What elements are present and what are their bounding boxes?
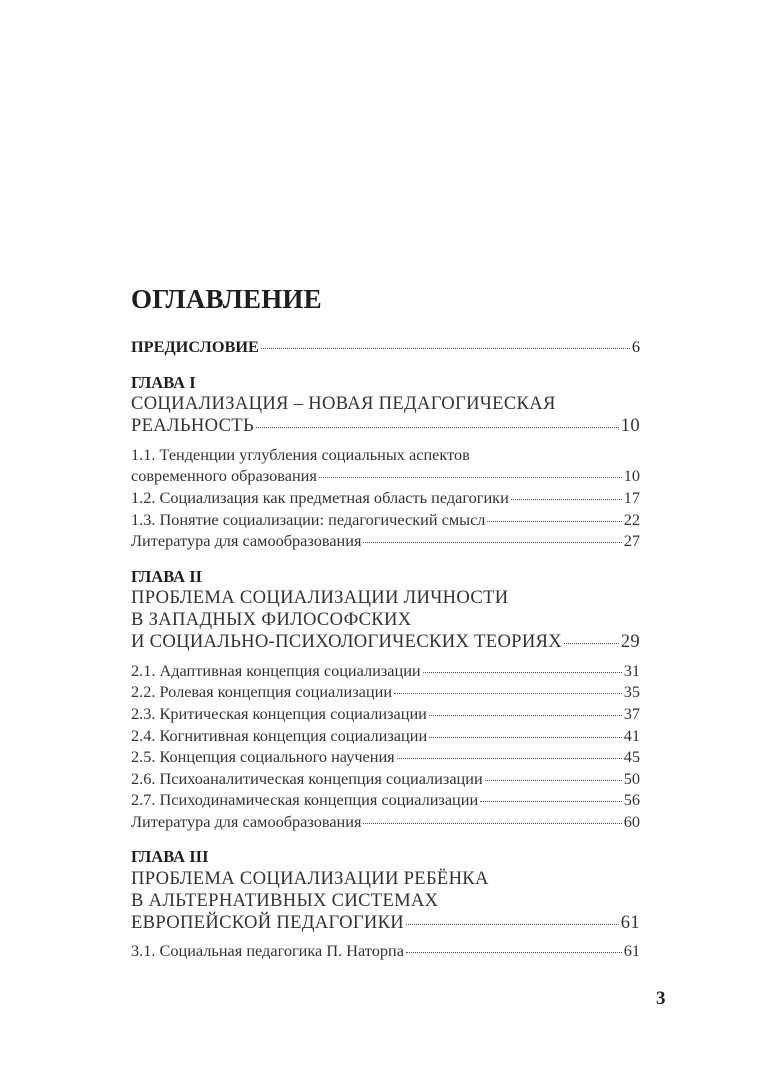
toc-section-title: Литература для самообразования xyxy=(131,811,362,831)
toc-entry-section[interactable] xyxy=(131,465,640,487)
chapter-title-line: РЕАЛЬНОСТЬ xyxy=(131,414,254,436)
toc-entry-literature[interactable] xyxy=(131,530,640,552)
toc-entry-section[interactable] xyxy=(131,725,640,747)
page-title: ОГЛАВЛЕНИЕ xyxy=(131,284,322,314)
leader-dots xyxy=(319,477,622,478)
toc-entry-chapter-2[interactable] xyxy=(131,631,640,653)
leader-dots xyxy=(564,643,619,644)
toc-page-number: 22 xyxy=(623,509,640,529)
chapter-label: ГЛАВА II xyxy=(131,566,203,586)
toc-section-title: 2.6. Психоаналитическая концепция социализации xyxy=(131,768,483,788)
leader-dots xyxy=(480,801,622,802)
toc-page-number: 56 xyxy=(623,790,640,810)
toc-entry-label: ПРЕДИСЛОВИЕ xyxy=(131,337,259,356)
chapter-title-line[interactable]: ПРОБЛЕМА СОЦИАЛИЗАЦИИ ЛИЧНОСТИ xyxy=(131,587,509,609)
toc-page-number: 37 xyxy=(623,703,640,723)
toc-page-number: 10 xyxy=(623,466,640,486)
toc-entry-section[interactable] xyxy=(131,660,640,682)
leader-dots xyxy=(363,542,621,543)
toc-page-number: 27 xyxy=(623,531,640,551)
chapter-label: ГЛАВА I xyxy=(131,372,196,392)
toc-section-title: 1.3. Понятие социализации: педагогический смысл xyxy=(131,509,486,529)
chapter-title-line: И СОЦИАЛЬНО-ПСИХОЛОГИЧЕСКИХ ТЕОРИЯХ xyxy=(131,630,562,652)
toc-entry-section[interactable] xyxy=(131,789,640,811)
toc-entry-section[interactable] xyxy=(131,509,640,531)
leader-dots xyxy=(261,348,630,349)
page-number: 3 xyxy=(656,988,666,1009)
toc-entry-chapter-3[interactable] xyxy=(131,912,640,934)
leader-dots xyxy=(423,672,622,673)
toc-page-number: 29 xyxy=(620,630,640,652)
toc-chapter-2 xyxy=(131,566,640,833)
toc-section-line: современного образования xyxy=(131,466,317,486)
toc-section-title: 2.7. Психодинамическая концепция социализации xyxy=(131,790,479,810)
leader-dots xyxy=(394,693,622,694)
chapter-title-line[interactable]: СОЦИАЛИЗАЦИЯ – НОВАЯ ПЕДАГОГИЧЕСКАЯ xyxy=(131,393,556,415)
toc-entry-section[interactable] xyxy=(131,940,640,962)
toc-page-number: 35 xyxy=(623,682,640,702)
toc-section-title: 2.3. Критическая концепция социализации xyxy=(131,703,427,723)
toc-section-title: 2.1. Адаптивная концепция социализации xyxy=(131,660,421,680)
toc-page-number: 6 xyxy=(631,337,640,356)
toc-entry-section[interactable] xyxy=(131,768,640,790)
leader-dots xyxy=(511,499,622,500)
chapter-title-line: ЕВРОПЕЙСКОЙ ПЕДАГОГИКИ xyxy=(131,911,405,933)
toc-page-number: 60 xyxy=(623,811,640,831)
toc-entry-section[interactable] xyxy=(131,746,640,768)
toc-page-number: 45 xyxy=(623,747,640,767)
table-of-contents xyxy=(131,336,640,962)
toc-page-number: 10 xyxy=(620,414,640,436)
leader-dots xyxy=(406,924,619,925)
toc-section-title: 1.2. Социализация как предметная область педагогики xyxy=(131,487,509,507)
toc-page-number: 41 xyxy=(623,725,640,745)
toc-section-title: 2.2. Ролевая концепция социализации xyxy=(131,682,393,702)
toc-section-title: Литература для самообразования xyxy=(131,531,362,551)
toc-page-number: 31 xyxy=(623,660,640,680)
leader-dots xyxy=(406,952,622,953)
toc-entry-section[interactable] xyxy=(131,681,640,703)
chapter-title-line[interactable]: В АЛЬТЕРНАТИВНЫХ СИСТЕМАХ xyxy=(131,889,439,911)
toc-chapter-1 xyxy=(131,372,640,552)
leader-dots xyxy=(429,737,622,738)
toc-page-number: 50 xyxy=(623,768,640,788)
toc-chapter-3 xyxy=(131,846,640,962)
leader-dots xyxy=(485,780,622,781)
toc-entry-section[interactable] xyxy=(131,703,640,725)
toc-page-number: 17 xyxy=(623,487,640,507)
toc-section-title: 2.5. Концепция социального научения xyxy=(131,747,395,767)
toc-section-title: 2.4. Когнитивная концепция социализации xyxy=(131,725,428,745)
leader-dots xyxy=(363,823,621,824)
toc-entry-section[interactable] xyxy=(131,487,640,509)
toc-section-line[interactable]: 1.1. Тенденции углубления социальных аспектов xyxy=(131,444,470,464)
leader-dots xyxy=(487,521,621,522)
chapter-title-line[interactable]: В ЗАПАДНЫХ ФИЛОСОФСКИХ xyxy=(131,609,412,631)
toc-section-title: 3.1. Социальная педагогика П. Наторпа xyxy=(131,941,404,961)
toc-page-number: 61 xyxy=(623,941,640,961)
leader-dots xyxy=(397,758,622,759)
chapter-label: ГЛАВА III xyxy=(131,847,209,867)
toc-entry-literature[interactable] xyxy=(131,811,640,833)
chapter-title-line[interactable]: ПРОБЛЕМА СОЦИАЛИЗАЦИИ РЕБЁНКА xyxy=(131,868,489,890)
toc-entry-chapter-1[interactable] xyxy=(131,415,640,437)
toc-page-number: 61 xyxy=(620,911,640,933)
leader-dots xyxy=(256,427,619,428)
toc-entry-preface[interactable] xyxy=(131,336,640,358)
leader-dots xyxy=(429,715,622,716)
